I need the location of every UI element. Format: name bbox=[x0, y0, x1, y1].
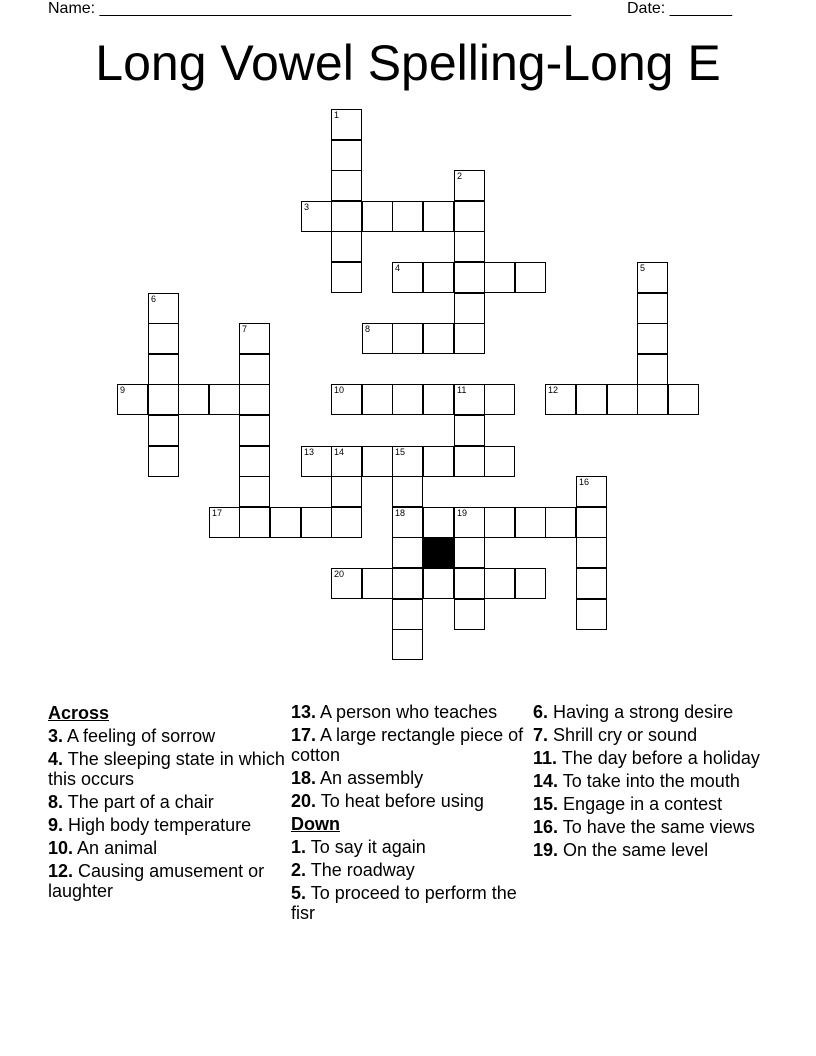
crossword-cell[interactable] bbox=[454, 507, 485, 538]
clue-number: 4. bbox=[48, 749, 64, 769]
clue-text: To proceed to perform the fisr bbox=[291, 883, 517, 923]
cell-number: 17 bbox=[212, 508, 223, 518]
crossword-cell[interactable] bbox=[239, 323, 270, 354]
crossword-cell[interactable] bbox=[209, 384, 240, 415]
crossword-cell[interactable] bbox=[301, 507, 332, 538]
across-heading: Across bbox=[48, 703, 110, 723]
crossword-cell[interactable] bbox=[392, 262, 423, 293]
clue-down-19 bbox=[533, 840, 773, 860]
clue-number: 11. bbox=[533, 748, 558, 768]
clue-text: To heat before using bbox=[320, 791, 484, 811]
crossword-cell[interactable] bbox=[392, 629, 423, 660]
clue-number: 3. bbox=[48, 726, 64, 746]
crossword-cell[interactable] bbox=[545, 507, 576, 538]
crossword-cell[interactable] bbox=[484, 446, 515, 477]
clue-text: The roadway bbox=[310, 860, 415, 880]
crossword-cell[interactable] bbox=[239, 384, 270, 415]
crossword-cell[interactable] bbox=[148, 293, 179, 324]
cell-number: 18 bbox=[395, 508, 406, 518]
crossword-cell[interactable] bbox=[362, 568, 393, 599]
crossword-cell[interactable] bbox=[331, 140, 362, 171]
crossword-cell[interactable] bbox=[637, 323, 668, 354]
clue-text: The day before a holiday bbox=[561, 748, 760, 768]
clue-column-3 bbox=[533, 702, 773, 863]
cell-number: 1 bbox=[334, 110, 340, 120]
crossword-cell[interactable] bbox=[301, 201, 332, 232]
cell-number: 12 bbox=[548, 385, 559, 395]
clue-down-14 bbox=[533, 771, 773, 791]
clue-down-5 bbox=[291, 883, 531, 923]
crossword-cell[interactable] bbox=[331, 231, 362, 262]
crossword-cell[interactable] bbox=[454, 323, 485, 354]
clue-down-15 bbox=[533, 794, 773, 814]
cell-number: 10 bbox=[334, 385, 345, 395]
clue-across-10 bbox=[48, 838, 288, 858]
crossword-cell[interactable] bbox=[576, 568, 607, 599]
crossword-cell[interactable] bbox=[423, 568, 454, 599]
crossword-cell[interactable] bbox=[392, 323, 423, 354]
clue-down-2 bbox=[291, 860, 531, 880]
clue-number: 5. bbox=[291, 883, 307, 903]
crossword-cell[interactable] bbox=[331, 201, 362, 232]
crossword-cell[interactable] bbox=[454, 568, 485, 599]
cell-number: 16 bbox=[579, 477, 590, 487]
crossword-cell[interactable] bbox=[239, 476, 270, 507]
crossword-cell[interactable] bbox=[515, 507, 546, 538]
clue-number: 1. bbox=[291, 837, 307, 857]
crossword-cell[interactable] bbox=[484, 507, 515, 538]
crossword-cell[interactable] bbox=[392, 201, 423, 232]
clue-number: 12. bbox=[48, 861, 74, 881]
crossword-cell[interactable] bbox=[392, 537, 423, 568]
crossword-cell[interactable] bbox=[331, 568, 362, 599]
clue-across-18 bbox=[291, 768, 531, 788]
crossword-cell[interactable] bbox=[239, 415, 270, 446]
clue-number: 14. bbox=[533, 771, 559, 791]
clue-column-2 bbox=[291, 702, 531, 926]
crossword-cell[interactable] bbox=[392, 384, 423, 415]
cell-number: 6 bbox=[151, 294, 157, 304]
crossword-cell[interactable] bbox=[607, 384, 638, 415]
clue-number: 20. bbox=[291, 791, 317, 811]
cell-number: 15 bbox=[395, 447, 406, 457]
clue-down-11 bbox=[533, 748, 773, 768]
clue-number: 17. bbox=[291, 725, 317, 745]
crossword-cell[interactable] bbox=[454, 231, 485, 262]
clue-down-1 bbox=[291, 837, 531, 857]
crossword-cell[interactable] bbox=[454, 293, 485, 324]
clue-text: Shrill cry or sound bbox=[553, 725, 698, 745]
crossword-block bbox=[423, 537, 454, 568]
name-field-line[interactable]: Name: _____________________________________________________ bbox=[48, 0, 572, 17]
crossword-cell[interactable] bbox=[392, 599, 423, 630]
crossword-cell[interactable] bbox=[239, 354, 270, 385]
clue-text: On the same level bbox=[563, 840, 709, 860]
clue-text: Having a strong desire bbox=[553, 702, 734, 722]
clue-across-8 bbox=[48, 792, 288, 812]
crossword-cell[interactable] bbox=[515, 568, 546, 599]
crossword-cell[interactable] bbox=[331, 170, 362, 201]
clue-text: A feeling of sorrow bbox=[67, 726, 216, 746]
clue-text: A person who teaches bbox=[320, 702, 498, 722]
crossword-cell[interactable] bbox=[484, 262, 515, 293]
crossword-cell[interactable] bbox=[209, 507, 240, 538]
crossword-cell[interactable] bbox=[362, 323, 393, 354]
cell-number: 19 bbox=[457, 508, 468, 518]
crossword-cell[interactable] bbox=[362, 201, 393, 232]
clue-text: A large rectangle piece of cotton bbox=[291, 725, 524, 765]
crossword-cell[interactable] bbox=[148, 384, 179, 415]
crossword-cell[interactable] bbox=[423, 507, 454, 538]
crossword-cell[interactable] bbox=[576, 476, 607, 507]
crossword-cell[interactable] bbox=[423, 201, 454, 232]
crossword-cell[interactable] bbox=[148, 354, 179, 385]
crossword-cell[interactable] bbox=[239, 446, 270, 477]
crossword-cell[interactable] bbox=[178, 384, 209, 415]
cell-number: 20 bbox=[334, 569, 345, 579]
clue-number: 13. bbox=[291, 702, 317, 722]
crossword-cell[interactable] bbox=[454, 537, 485, 568]
cell-number: 13 bbox=[304, 447, 315, 457]
clue-number: 9. bbox=[48, 815, 64, 835]
clue-across-20 bbox=[291, 791, 531, 811]
crossword-cell[interactable] bbox=[331, 109, 362, 140]
crossword-cell[interactable] bbox=[637, 354, 668, 385]
crossword-cell[interactable] bbox=[392, 568, 423, 599]
page-title: Long Vowel Spelling-Long E bbox=[95, 35, 721, 91]
crossword-cell[interactable] bbox=[454, 446, 485, 477]
cell-number: 8 bbox=[365, 324, 371, 334]
crossword-cell[interactable] bbox=[392, 507, 423, 538]
crossword-cell[interactable] bbox=[392, 446, 423, 477]
crossword-cell[interactable] bbox=[148, 446, 179, 477]
clue-number: 16. bbox=[533, 817, 559, 837]
clue-text: High body temperature bbox=[68, 815, 252, 835]
clue-across-9 bbox=[48, 815, 288, 835]
crossword-cell[interactable] bbox=[484, 384, 515, 415]
crossword-cell[interactable] bbox=[331, 262, 362, 293]
cell-number: 14 bbox=[334, 447, 345, 457]
crossword-cell[interactable] bbox=[637, 293, 668, 324]
crossword-cell[interactable] bbox=[392, 476, 423, 507]
crossword-cell[interactable] bbox=[423, 323, 454, 354]
clue-number: 10. bbox=[48, 838, 74, 858]
crossword-cell[interactable] bbox=[331, 446, 362, 477]
clue-across-12 bbox=[48, 861, 288, 901]
clue-across-3 bbox=[48, 726, 288, 746]
cell-number: 4 bbox=[395, 263, 401, 273]
cell-number: 5 bbox=[640, 263, 646, 273]
clue-text: Causing amusement or laughter bbox=[48, 861, 265, 901]
crossword-cell[interactable] bbox=[576, 384, 607, 415]
clue-text: An assembly bbox=[320, 768, 424, 788]
crossword-cell[interactable] bbox=[301, 446, 332, 477]
crossword-cell[interactable] bbox=[576, 507, 607, 538]
crossword-cell[interactable] bbox=[423, 262, 454, 293]
crossword-cell[interactable] bbox=[454, 201, 485, 232]
crossword-cell[interactable] bbox=[454, 384, 485, 415]
clue-number: 19. bbox=[533, 840, 559, 860]
clue-text: The part of a chair bbox=[67, 792, 214, 812]
date-field-line[interactable]: Date: _______ bbox=[627, 0, 732, 17]
crossword-cell[interactable] bbox=[576, 537, 607, 568]
crossword-cell[interactable] bbox=[637, 262, 668, 293]
cell-number: 11 bbox=[457, 385, 467, 395]
crossword-cell[interactable] bbox=[331, 507, 362, 538]
cell-number: 2 bbox=[457, 171, 463, 181]
crossword-cell[interactable] bbox=[515, 262, 546, 293]
clue-text: To have the same views bbox=[562, 817, 755, 837]
clue-column-1 bbox=[48, 702, 288, 904]
clue-text: An animal bbox=[77, 838, 158, 858]
crossword-cell[interactable] bbox=[668, 384, 699, 415]
clue-number: 18. bbox=[291, 768, 317, 788]
cell-number: 3 bbox=[304, 202, 310, 212]
crossword-cell[interactable] bbox=[148, 323, 179, 354]
crossword-cell[interactable] bbox=[148, 415, 179, 446]
crossword-cell[interactable] bbox=[362, 384, 393, 415]
clue-down-7 bbox=[533, 725, 773, 745]
crossword-cell[interactable] bbox=[454, 415, 485, 446]
clue-down-16 bbox=[533, 817, 773, 837]
crossword-cell[interactable] bbox=[239, 507, 270, 538]
clue-text: The sleeping state in which this occurs bbox=[48, 749, 285, 789]
clue-text: To say it again bbox=[310, 837, 426, 857]
crossword-cell[interactable] bbox=[362, 446, 393, 477]
clue-number: 15. bbox=[533, 794, 559, 814]
clue-number: 8. bbox=[48, 792, 64, 812]
crossword-cell[interactable] bbox=[270, 507, 301, 538]
down-heading: Down bbox=[291, 814, 340, 834]
clue-number: 6. bbox=[533, 702, 549, 722]
crossword-cell[interactable] bbox=[454, 599, 485, 630]
clue-number: 7. bbox=[533, 725, 549, 745]
clue-across-4 bbox=[48, 749, 288, 789]
cell-number: 7 bbox=[242, 324, 248, 334]
crossword-cell[interactable] bbox=[545, 384, 576, 415]
clue-number: 2. bbox=[291, 860, 307, 880]
clue-down-6 bbox=[533, 702, 773, 722]
crossword-cell[interactable] bbox=[331, 476, 362, 507]
crossword-cell[interactable] bbox=[117, 384, 148, 415]
crossword-cell[interactable] bbox=[454, 262, 485, 293]
clue-text: Engage in a contest bbox=[563, 794, 723, 814]
cell-number: 9 bbox=[120, 385, 126, 395]
clue-across-17 bbox=[291, 725, 531, 765]
crossword-cell[interactable] bbox=[423, 446, 454, 477]
crossword-cell[interactable] bbox=[576, 599, 607, 630]
crossword-cell[interactable] bbox=[331, 384, 362, 415]
crossword-cell[interactable] bbox=[637, 384, 668, 415]
crossword-cell[interactable] bbox=[484, 568, 515, 599]
crossword-cell[interactable] bbox=[454, 170, 485, 201]
crossword-cell[interactable] bbox=[423, 384, 454, 415]
clue-across-13 bbox=[291, 702, 531, 722]
clue-text: To take into the mouth bbox=[562, 771, 740, 791]
